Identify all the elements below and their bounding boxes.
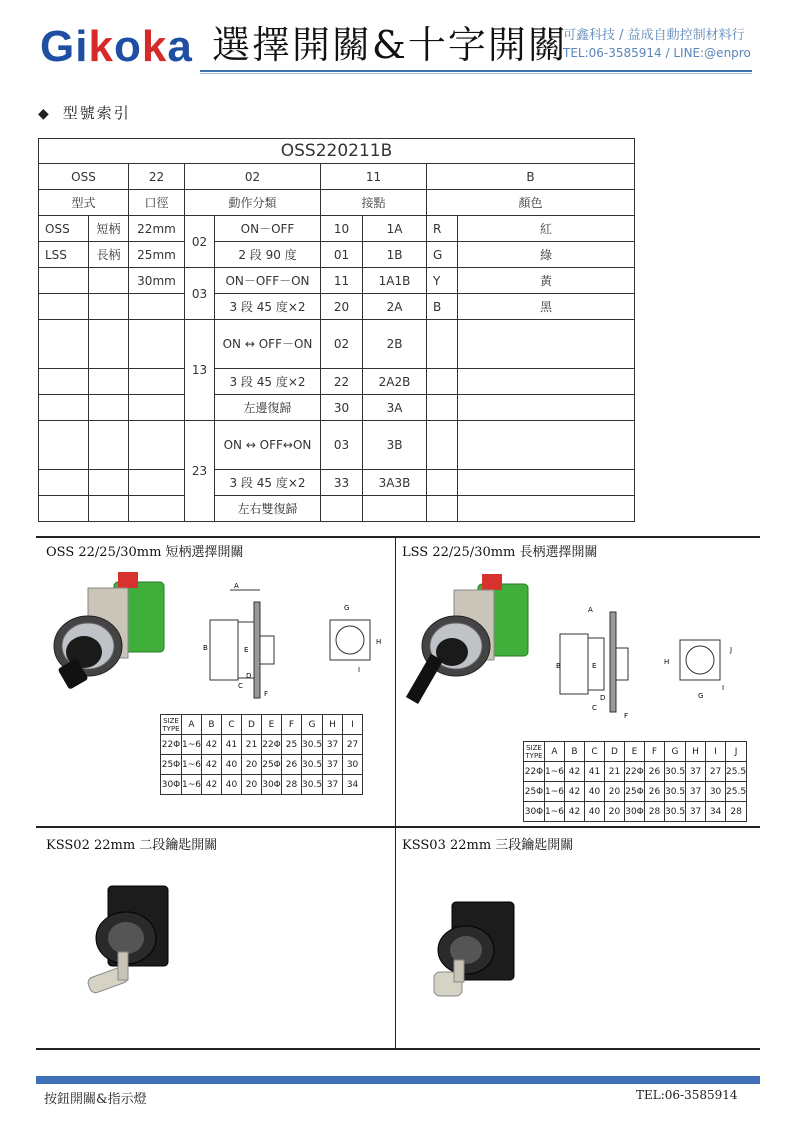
dim-label-e: E xyxy=(244,646,249,654)
dim-label-i: I xyxy=(722,684,725,692)
action-desc: ON ↔ OFF－ON xyxy=(215,320,321,369)
color-code: B xyxy=(427,294,458,320)
dim-cell: 30.5 xyxy=(302,775,323,795)
dim-cell: 27 xyxy=(343,735,363,755)
dim-cell: 25.5 xyxy=(726,762,747,782)
dim-cell: 28 xyxy=(282,775,302,795)
empty-cell xyxy=(89,470,129,496)
dim-cell: 41 xyxy=(222,735,242,755)
type-name: 長柄 xyxy=(89,242,129,268)
header-size: 口徑 xyxy=(129,190,185,216)
product-caption: LSS 22/25/30mm 長柄選擇開關 xyxy=(402,545,598,560)
dim-cell: 34 xyxy=(343,775,363,795)
empty-cell xyxy=(129,369,185,395)
empty-cell xyxy=(129,320,185,369)
kss02-key-switch-photo xyxy=(78,880,188,1010)
dim-cell: 27 xyxy=(706,762,726,782)
contact-name: 3A3B xyxy=(363,470,427,496)
dim-cell: 37 xyxy=(323,755,343,775)
dim-cell: 42 xyxy=(565,762,585,782)
dim-cell: 22Φ xyxy=(262,735,282,755)
header-contact: 接點 xyxy=(321,190,427,216)
code-size: 22 xyxy=(129,164,185,190)
action-desc: 3 段 45 度×2 xyxy=(215,470,321,496)
dim-cell: 1~6 xyxy=(545,782,565,802)
empty-cell xyxy=(427,369,458,395)
dim-cell: 30.5 xyxy=(665,782,686,802)
dim-cell: 25Φ xyxy=(625,782,645,802)
header-action: 動作分類 xyxy=(185,190,321,216)
kss03-key-switch-photo xyxy=(426,896,536,1016)
dim-cell: 42 xyxy=(202,735,222,755)
empty-cell xyxy=(89,496,129,522)
dim-cell: 30.5 xyxy=(302,755,323,775)
dim-cell: 1~6 xyxy=(182,755,202,775)
action-desc: 左邊復歸 xyxy=(215,395,321,421)
dim-cell: 37 xyxy=(686,782,706,802)
empty-cell xyxy=(129,496,185,522)
empty-cell xyxy=(458,421,635,470)
contact-name: 1A1B xyxy=(363,268,427,294)
code-action: 02 xyxy=(185,164,321,190)
product-caption: KSS03 22mm 三段鑰匙開關 xyxy=(402,838,574,853)
action-desc: ON－OFF xyxy=(215,216,321,242)
empty-cell xyxy=(89,369,129,395)
dim-cell: 22Φ xyxy=(161,735,182,755)
dim-cell: 22Φ xyxy=(625,762,645,782)
empty-cell xyxy=(129,470,185,496)
empty-cell xyxy=(89,320,129,369)
brand-logo: Gikoka xyxy=(40,22,193,71)
empty-cell xyxy=(458,470,635,496)
dim-header: J xyxy=(726,742,747,762)
product-caption: KSS02 22mm 二段鑰匙開關 xyxy=(46,838,218,853)
dim-cell: 30Φ xyxy=(625,802,645,822)
dim-header: B xyxy=(565,742,585,762)
model-number: OSS220211B xyxy=(39,139,635,164)
empty-cell xyxy=(89,421,129,470)
dim-cell: 1~6 xyxy=(545,762,565,782)
dim-cell: 21 xyxy=(242,735,262,755)
dim-label-c: C xyxy=(238,682,243,690)
empty-cell xyxy=(458,369,635,395)
company-name: 可鑫科技 / 益成自動控制材料行 xyxy=(563,28,745,43)
color-name: 綠 xyxy=(458,242,635,268)
contact-code: 30 xyxy=(321,395,363,421)
dim-cell: 30.5 xyxy=(665,762,686,782)
dim-cell: 37 xyxy=(323,775,343,795)
dim-cell: 30.5 xyxy=(302,735,323,755)
dim-cell: 37 xyxy=(686,802,706,822)
dim-cell: 1~6 xyxy=(182,735,202,755)
action-desc: 3 段 45 度×2 xyxy=(215,369,321,395)
empty-cell xyxy=(39,496,89,522)
dim-header: F xyxy=(282,715,302,735)
dim-label-d: D xyxy=(600,694,606,702)
size-value: 30mm xyxy=(129,268,185,294)
dim-cell: 25Φ xyxy=(524,782,545,802)
color-name: 黑 xyxy=(458,294,635,320)
dim-cell: 26 xyxy=(645,782,665,802)
contact-code: 03 xyxy=(321,421,363,470)
dim-header: I xyxy=(706,742,726,762)
dim-label-b: B xyxy=(203,644,208,652)
dim-cell: 30Φ xyxy=(262,775,282,795)
dim-header: D xyxy=(605,742,625,762)
dim-header: F xyxy=(645,742,665,762)
grid-rule-bottom xyxy=(36,1048,760,1050)
dim-label-d: D xyxy=(246,672,252,680)
code-type: OSS xyxy=(39,164,129,190)
color-code: R xyxy=(427,216,458,242)
dim-header: I xyxy=(343,715,363,735)
empty-cell xyxy=(427,395,458,421)
dim-label-h: H xyxy=(376,638,382,646)
dim-cell: 25 xyxy=(282,735,302,755)
empty-cell xyxy=(39,320,89,369)
dim-cell: 21 xyxy=(605,762,625,782)
type-code: LSS xyxy=(39,242,89,268)
dim-cell: 40 xyxy=(585,802,605,822)
dim-cell: 34 xyxy=(706,802,726,822)
action-desc: ON－OFF－ON xyxy=(215,268,321,294)
dim-cell: 28 xyxy=(645,802,665,822)
dim-label-f: F xyxy=(624,712,629,720)
action-code: 13 xyxy=(185,320,215,421)
color-code: G xyxy=(427,242,458,268)
dim-cell: 1~6 xyxy=(545,802,565,822)
grid-rule-top xyxy=(36,536,760,538)
contact-info: TEL:06-3585914 / LINE:@enpro xyxy=(563,46,751,60)
footer-phone: TEL:06-3585914 xyxy=(636,1088,738,1102)
dim-header: B xyxy=(202,715,222,735)
size-value: 22mm xyxy=(129,216,185,242)
dim-cell: 41 xyxy=(585,762,605,782)
size-value: 25mm xyxy=(129,242,185,268)
type-code: OSS xyxy=(39,216,89,242)
dim-cell: 22Φ xyxy=(524,762,545,782)
dim-cell: 37 xyxy=(686,762,706,782)
grid-divider xyxy=(395,538,396,1048)
dim-header: E xyxy=(625,742,645,762)
contact-code: 33 xyxy=(321,470,363,496)
type-name: 短柄 xyxy=(89,216,129,242)
contact-name: 1A xyxy=(363,216,427,242)
section-title: ◆ 型號索引 xyxy=(38,104,131,122)
empty-cell xyxy=(39,395,89,421)
empty-cell xyxy=(39,421,89,470)
dim-cell: 28 xyxy=(726,802,747,822)
empty-cell xyxy=(129,395,185,421)
dim-cell: 42 xyxy=(565,782,585,802)
dim-cell: 42 xyxy=(202,755,222,775)
contact-name: 1B xyxy=(363,242,427,268)
contact-code: 10 xyxy=(321,216,363,242)
empty-cell xyxy=(129,421,185,470)
empty-cell xyxy=(321,496,363,522)
footer-bar xyxy=(36,1076,760,1084)
footer-category: 按鈕開關&指示燈 xyxy=(44,1092,147,1107)
oss-switch-photo xyxy=(48,562,188,702)
dim-cell: 25Φ xyxy=(262,755,282,775)
empty-cell xyxy=(427,496,458,522)
diamond-bullet-icon: ◆ xyxy=(38,106,51,122)
dim-cell: 25.5 xyxy=(726,782,747,802)
dim-label-e: E xyxy=(592,662,597,670)
dim-label-i: I xyxy=(358,666,361,674)
dim-label-j: J xyxy=(730,646,733,654)
dim-cell: 20 xyxy=(242,755,262,775)
lss-dimension-table xyxy=(523,741,747,822)
dim-cell: 20 xyxy=(605,782,625,802)
empty-cell xyxy=(39,294,89,320)
empty-cell xyxy=(39,268,89,294)
dim-label-a: A xyxy=(234,582,239,590)
lss-switch-photo xyxy=(404,568,544,708)
dim-cell: 30 xyxy=(706,782,726,802)
color-name: 黃 xyxy=(458,268,635,294)
dim-cell: 1~6 xyxy=(182,775,202,795)
header-rule xyxy=(200,70,752,72)
dim-header: A xyxy=(545,742,565,762)
dim-cell: 40 xyxy=(222,775,242,795)
dim-cell: 20 xyxy=(605,802,625,822)
action-desc: 3 段 45 度×2 xyxy=(215,294,321,320)
dim-cell: 42 xyxy=(565,802,585,822)
header-type: 型式 xyxy=(39,190,129,216)
empty-cell xyxy=(39,369,89,395)
dim-header: C xyxy=(222,715,242,735)
dim-header: E xyxy=(262,715,282,735)
oss-dimension-table xyxy=(160,714,363,795)
dim-header: G xyxy=(302,715,323,735)
dim-cell: 26 xyxy=(645,762,665,782)
empty-cell xyxy=(129,294,185,320)
dim-header: H xyxy=(686,742,706,762)
empty-cell xyxy=(89,395,129,421)
contact-name: 2A2B xyxy=(363,369,427,395)
empty-cell xyxy=(458,395,635,421)
empty-cell xyxy=(89,268,129,294)
code-color: B xyxy=(427,164,635,190)
page-title: 選擇開關&十字開關 xyxy=(212,23,568,67)
contact-code: 20 xyxy=(321,294,363,320)
code-contact: 11 xyxy=(321,164,427,190)
action-code: 03 xyxy=(185,268,215,320)
empty-cell xyxy=(427,320,458,369)
dim-cell: 20 xyxy=(242,775,262,795)
dim-label-a: A xyxy=(588,606,593,614)
empty-cell xyxy=(39,470,89,496)
dim-cell: 42 xyxy=(202,775,222,795)
dim-header: A xyxy=(182,715,202,735)
contact-code: 01 xyxy=(321,242,363,268)
empty-cell xyxy=(427,470,458,496)
dim-header: H xyxy=(323,715,343,735)
empty-cell xyxy=(458,320,635,369)
product-caption: OSS 22/25/30mm 短柄選擇開關 xyxy=(46,545,244,560)
action-desc: ON ↔ OFF↔ON xyxy=(215,421,321,470)
dim-label-g: G xyxy=(344,604,350,612)
empty-cell xyxy=(427,421,458,470)
dim-header: D xyxy=(242,715,262,735)
contact-name: 3B xyxy=(363,421,427,470)
dim-label-f: F xyxy=(264,690,269,698)
dim-header: G xyxy=(665,742,686,762)
size-type-corner: SIZE TYPE xyxy=(162,716,180,733)
dim-label-g: G xyxy=(698,692,704,700)
action-desc: 2 段 90 度 xyxy=(215,242,321,268)
dim-cell: 30Φ xyxy=(161,775,182,795)
size-type-corner: SIZE TYPE xyxy=(525,743,543,760)
action-code: 02 xyxy=(185,216,215,268)
header-rule-thin xyxy=(200,73,752,74)
dim-cell: 37 xyxy=(323,735,343,755)
dim-cell: 40 xyxy=(222,755,242,775)
contact-name: 3A xyxy=(363,395,427,421)
empty-cell xyxy=(458,496,635,522)
action-code: 23 xyxy=(185,421,215,522)
contact-code: 02 xyxy=(321,320,363,369)
dim-label-b: B xyxy=(556,662,561,670)
dim-label-h: H xyxy=(664,658,670,666)
contact-code: 11 xyxy=(321,268,363,294)
dim-cell: 30Φ xyxy=(524,802,545,822)
model-index-table xyxy=(38,138,635,522)
contact-name: 2B xyxy=(363,320,427,369)
dim-cell: 26 xyxy=(282,755,302,775)
dim-cell: 30 xyxy=(343,755,363,775)
oss-dimension-drawing xyxy=(190,580,390,710)
action-desc: 左右雙復歸 xyxy=(215,496,321,522)
dim-cell: 30.5 xyxy=(665,802,686,822)
lss-dimension-drawing xyxy=(554,604,754,724)
contact-code: 22 xyxy=(321,369,363,395)
empty-cell xyxy=(89,294,129,320)
dim-cell: 25Φ xyxy=(161,755,182,775)
dim-label-c: C xyxy=(592,704,597,712)
color-code: Y xyxy=(427,268,458,294)
empty-cell xyxy=(363,496,427,522)
grid-rule-middle xyxy=(36,826,760,828)
header-color: 顏色 xyxy=(427,190,635,216)
contact-name: 2A xyxy=(363,294,427,320)
dim-header: C xyxy=(585,742,605,762)
dim-cell: 40 xyxy=(585,782,605,802)
color-name: 紅 xyxy=(458,216,635,242)
